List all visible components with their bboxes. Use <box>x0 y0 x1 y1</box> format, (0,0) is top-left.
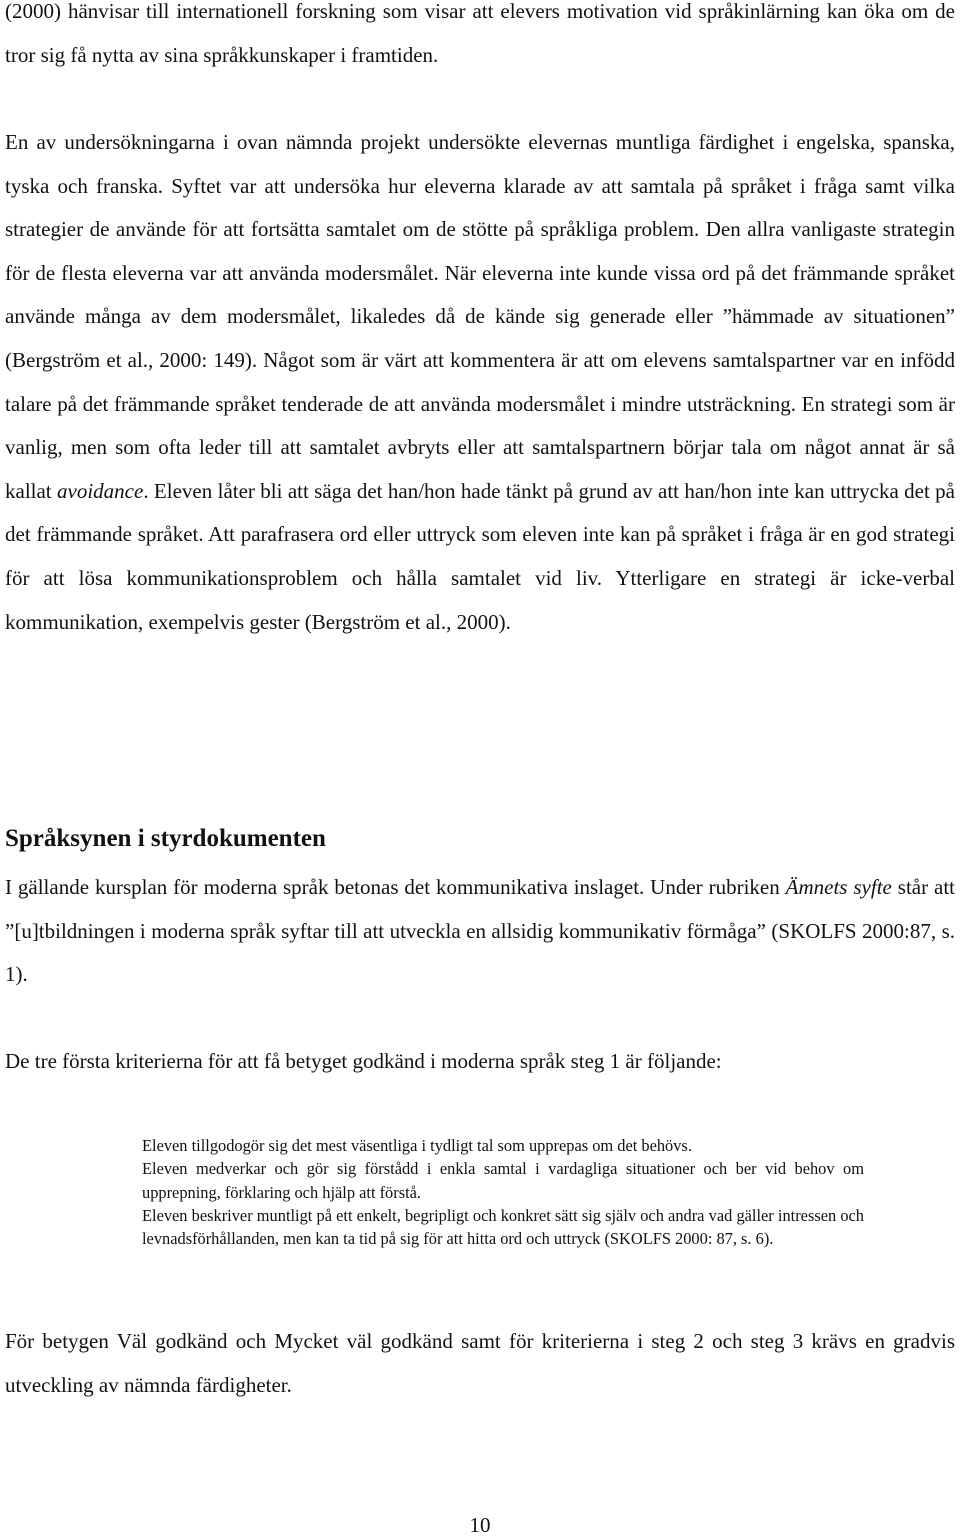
paragraph-curriculum-text-b: står att ”[u]tbildningen i moderna språk syftar till att utveckla en allsidig kommunikativ förmåga” (SKOLFS 2000:87, s. 1). <box>5 875 955 987</box>
section-heading: Språksynen i styrdokumenten <box>5 825 326 852</box>
italic-term-avoidance: avoidance <box>57 478 144 503</box>
paragraph-oral-skills <box>5 121 955 644</box>
criteria-quote <box>142 1134 864 1250</box>
paragraph-oral-skills-text-b: . Eleven låter bli att säga det han/hon hade tänkt på grund av att han/hon inte kan uttrycka det på det främmande språket. Att parafrasera ord eller uttryck som eleven inte kan på språket i fråga är en god strategi för att lösa kommunikationsproblem och hålla samtalet vid liv. Ytterligare en strategi är icke-verbal kommunikation, exempelvis gester (Bergström et al., 2000). <box>5 478 955 634</box>
paragraph-motivation: (2000) hänvisar till internationell forskning som visar att elevers motivation vid språkinlärning kan öka om de tror sig få nytta av sina språkkunskaper i framtiden. <box>5 0 955 67</box>
criteria-item-3: Eleven beskriver muntligt på ett enkelt, begripligt och konkret sätt sig själv och andra vad gäller intressen och levnadsförhållanden, men kan ta tid på sig för att hitta ord och uttryck (SKOLFS 2000: 87, s. 6). <box>142 1205 864 1249</box>
italic-term-amnets-syfte: Ämnets syfte <box>785 875 892 899</box>
page-number: 10 <box>469 1513 491 1537</box>
paragraph-higher-grades: För betygen Väl godkänd och Mycket väl godkänd samt för kriterierna i steg 2 och steg 3 krävs en gradvis utveckling av nämnda färdigheter. <box>5 1329 955 1397</box>
paragraph-curriculum <box>5 866 955 997</box>
criteria-item-2: Eleven medverkar och gör sig förstådd i enkla samtal i vardagliga situationer och ber vid behov om upprepning, förklaring och hjälp att förstå. <box>142 1159 864 1202</box>
paragraph-curriculum-text-a: I gällande kursplan för moderna språk betonas det kommunikativa inslaget. Under rubriken <box>5 875 786 899</box>
paragraph-oral-skills-text-a: En av undersökningarna i ovan nämnda projekt undersökte elevernas muntliga färdighet i engelska, spanska, tyska och franska. Syftet var att undersöka hur eleverna klarade av att samtala på språket i fråga samt vilka strategier de använde för att fortsätta samtalet om de stötte på språkliga problem. Den allra vanligaste strategin för de flesta eleverna var att använda modersmålet. När eleverna inte kunde vissa ord på det främmande språket använde många av dem modersmålet, likaledes då de kände sig generade eller ”hämmade av situationen” (Bergström et al., 2000: 149). Något som är värt att kommentera är att om elevens samtalspartner var en infödd talare på det främmande språket tenderade de att använda modersmålet i mindre utsträckning. En strategi som är vanlig, men som ofta leder till att samtalet avbryts eller att samtalspartnern börjar tala om något annat är så kallat <box>5 130 955 503</box>
paragraph-criteria-intro: De tre första kriterierna för att få betyget godkänd i moderna språk steg 1 är följande: <box>5 1049 722 1073</box>
criteria-item-1: Eleven tillgodogör sig det mest väsentliga i tydligt tal som upprepas om det behövs. <box>142 1136 692 1155</box>
